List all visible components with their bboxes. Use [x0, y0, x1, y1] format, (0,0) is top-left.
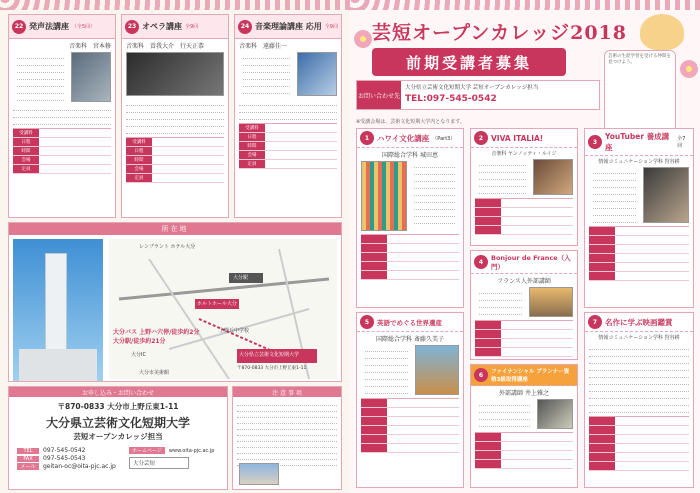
scallop-border: [350, 0, 700, 10]
teacher-photo: [537, 399, 573, 429]
course-teacher: 音楽科 ヤンノッティ・ルイジ: [491, 151, 557, 157]
inquiry-label: お問い合わせ先: [357, 81, 401, 109]
course-title: ハワイ文化講座: [377, 133, 430, 143]
scallop-border: [0, 0, 350, 10]
flower-icon: [354, 30, 372, 48]
course-card-6[interactable]: 6 ファイナンシャル プランナー資格3級取得講座 外部講師 井上雅之: [470, 364, 578, 488]
teacher-photo: [297, 52, 337, 96]
course-card-23[interactable]: [121, 14, 229, 218]
notes-box: [232, 386, 342, 490]
website-link[interactable]: www.oita-pjc.ac.jp: [168, 447, 215, 454]
course-sub: （全5回）: [72, 24, 96, 30]
inquiry-tel[interactable]: TEL:097-545-0542: [405, 93, 497, 104]
map-label: ホルトホール大分: [197, 301, 237, 307]
inquiry-box: [356, 80, 600, 110]
course-card-3[interactable]: 3 YouTuber 養成講座 全7回 情報コミュニケーション学科 狩谷耕: [584, 128, 694, 308]
course-photo: [529, 287, 573, 317]
search-box[interactable]: 大分芸短: [129, 457, 189, 469]
location-title: 所在地: [9, 223, 341, 235]
campus-photo: [13, 239, 103, 381]
bus-access: 大分バス 上野ハ穴停/徒歩約2分: [113, 329, 200, 336]
contact-box: お申し込み・お問い合わせ 〒870-0833 大分市上野丘東1-11 大分県立芸術文化短期大学 芸短オープンカレッジ担当 TEL 097-545-0542 FAX 097-545-0543 メール geitan-oc@oita-pjc.ac.jp ホームページ www.oita-pjc.ac.jp 大分芸短: [8, 386, 228, 490]
course-teacher: 音楽科 曽我大介 行天正恭: [126, 43, 205, 50]
course-teacher: 情報コミュニケーション学科 狩谷耕: [598, 335, 680, 341]
notes-title: 注 意 事 項: [233, 387, 341, 397]
page-title: 芸短オープンカレッジ2018: [372, 22, 627, 44]
course-card-2[interactable]: 2 VIVA ITALIA! 音楽科 ヤンノッティ・ルイジ: [470, 128, 578, 246]
inquiry-text: 大分県立芸術文化短期大学 芸短オープンカレッジ担当: [405, 84, 539, 91]
course-number: 23: [125, 20, 139, 34]
course-teacher: 情報コミュニケーション学科 狩谷耕: [598, 159, 680, 165]
course-info-table: 受講料 日程 時間 会場 定員: [13, 128, 111, 174]
recruit-banner: 前期受講者募集: [372, 48, 566, 76]
course-title: ファイナンシャル プランナー資格3級取得講座: [491, 369, 570, 383]
flower-icon: [680, 60, 698, 78]
walk-access: 大分駅/徒歩約21分: [113, 338, 166, 345]
teacher-photo: [533, 159, 573, 195]
course-title: Bonjour de France（入門）: [491, 254, 571, 271]
course-number: 24: [238, 20, 252, 34]
email-link[interactable]: geitan-oc@oita-pjc.ac.jp: [43, 463, 116, 470]
location-section: [8, 222, 342, 382]
course-photo: [361, 161, 407, 231]
course-card-24[interactable]: [234, 14, 342, 218]
course-title: VIVA ITALIA!: [491, 133, 544, 143]
fax-number: 097-545-0543: [43, 455, 86, 462]
course-title: 名作に学ぶ映画鑑賞: [605, 317, 673, 327]
map-label: 大分県立芸術文化短期大学: [239, 352, 300, 358]
map-label: 上野丘中学校: [219, 328, 250, 334]
course-info-table: 受講料 日程 時間 会場 定員: [126, 137, 224, 183]
course-sub: 全9回: [324, 24, 338, 30]
department: 芸短オープンカレッジ担当: [73, 432, 163, 441]
course-title: オペラ講座: [142, 22, 182, 31]
course-title: 発声法講座: [29, 22, 69, 31]
map-label: 大分IC: [131, 352, 146, 358]
course-card-22[interactable]: [8, 14, 116, 218]
course-card-7[interactable]: 7 名作に学ぶ映画鑑賞 情報コミュニケーション学科 狩谷耕: [584, 312, 694, 488]
course-teacher: フランス人外部講師: [497, 278, 551, 285]
course-card-4[interactable]: 4 Bonjour de France（入門） フランス人外部講師: [470, 250, 578, 360]
course-sub: 全9回: [185, 24, 199, 30]
contact-header: お申し込み・お問い合わせ: [9, 387, 227, 397]
course-number: 22: [12, 20, 26, 34]
building-photo: [239, 463, 279, 485]
course-card-1[interactable]: 1 ハワイ文化講座 （Part3） 国際総合学科 城田恵: [356, 128, 464, 308]
university-name: 大分県立芸術文化短期大学: [45, 416, 190, 430]
course-teacher: 音楽科 宮本修: [68, 43, 111, 50]
map-label: 大分市美術館: [139, 370, 170, 376]
course-card-5[interactable]: 5 英語でめぐる世界遺産 国際総合学科 斎藤久美子: [356, 312, 464, 488]
map-label: 〒870-0833 大分市上野丘東1-11: [237, 366, 307, 371]
speech-bubble: 芸術の生涯学習を受ける仲間を見つけよう。: [604, 50, 676, 138]
course-title: 音楽理論講座 応用: [255, 22, 322, 31]
course-teacher: 外部講師 井上雅之: [499, 390, 549, 397]
teacher-photo: [643, 167, 689, 223]
course-info-table: 受講料 日程 時間 会場 定員: [239, 123, 337, 169]
notice-line: ※受講会場は、芸術文化短期大学内となります。: [356, 119, 465, 125]
map-label: 大分駅: [233, 275, 249, 281]
course-photo: [126, 52, 224, 96]
map-label: レンブラント ホテル大分: [139, 244, 196, 250]
course-title: 英語でめぐる世界遺産: [377, 318, 442, 327]
course-teacher: 国際総合学科 城田恵: [382, 152, 438, 159]
mascot-illustration: [640, 14, 684, 50]
course-title: YouTuber 養成講座: [605, 132, 670, 152]
course-teacher: 国際総合学科 斎藤久美子: [376, 336, 444, 343]
tel-number[interactable]: 097-545-0542: [43, 447, 86, 454]
teacher-photo: [71, 52, 111, 102]
contact-address: 〒870-0833 大分市上野丘東1-11: [57, 402, 179, 411]
course-teacher: 音楽科 遠藤佳一: [239, 43, 288, 50]
course-photo: [415, 345, 459, 395]
access-map[interactable]: [109, 239, 337, 379]
